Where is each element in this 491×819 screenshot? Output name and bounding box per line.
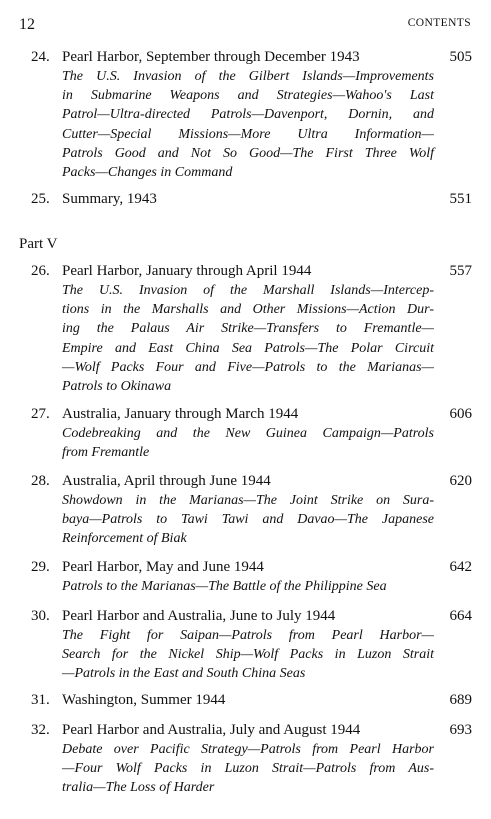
description-line: Patrol—Ultra-directed Patrols—Davenport, Dornin, and	[62, 107, 434, 123]
chapter-title: Washington, Summer 1944	[62, 692, 226, 708]
chapter-page-number: 664	[449, 608, 472, 624]
toc-entry	[31, 607, 472, 684]
chapter-description	[62, 491, 434, 549]
chapter-number: 30.	[31, 608, 50, 624]
description-line: Showdown in the Marianas—The Joint Strike on Sura-	[62, 493, 434, 508]
chapter-title: Pearl Harbor and Australia, July and August 1944	[62, 722, 361, 738]
description-line: Patrols Good and Not So Good—The First Three Wolf	[62, 145, 434, 161]
chapter-page-number: 606	[449, 406, 472, 422]
chapter-title: Pearl Harbor, September through December 1943	[62, 49, 360, 65]
toc-entry	[31, 48, 472, 182]
description-line: in Submarine Weapons and Strategies—Wahoo's Last	[62, 88, 434, 104]
chapter-number: 26.	[31, 263, 50, 279]
chapter-title: Summary, 1943	[62, 191, 157, 207]
description-line: Codebreaking and the New Guinea Campaign—Patrols	[62, 426, 434, 441]
chapter-number: 29.	[31, 559, 50, 575]
chapter-description	[62, 424, 434, 462]
description-line: Cutter—Special Missions—More Ultra Information—	[62, 126, 434, 142]
chapter-page-number: 620	[449, 473, 472, 489]
chapter-title: Pearl Harbor, January through April 1944	[62, 263, 312, 279]
toc-entry	[31, 558, 472, 596]
page-header	[19, 14, 471, 36]
toc-entry-heading	[31, 48, 472, 67]
page-number: 12	[19, 16, 35, 33]
toc-entry	[31, 721, 472, 798]
chapter-title: Pearl Harbor and Australia, June to July 1944	[62, 608, 336, 624]
toc-entry-heading	[31, 721, 472, 740]
chapter-number: 28.	[31, 473, 50, 489]
chapter-description	[62, 626, 434, 684]
description-line: —Wolf Packs Four and Five—Patrols to the Marianas—	[62, 359, 434, 375]
chapter-number: 24.	[31, 49, 50, 65]
toc-entry	[31, 691, 472, 710]
toc-entry-heading	[31, 190, 472, 209]
description-line: —Four Wolf Packs in Luzon Strait—Patrols from Aus-	[62, 761, 434, 777]
description-line: tions in the Marshalls and Other Missions—Action Dur-	[62, 302, 434, 318]
chapter-page-number: 642	[449, 559, 472, 575]
description-line: The U.S. Invasion of the Marshall Islands—Intercep-	[62, 283, 434, 298]
chapter-description	[62, 740, 434, 798]
description-line: Patrols to Okinawa	[62, 379, 172, 395]
toc-entry-heading	[31, 262, 472, 281]
description-line: Reinforcement of Biak	[62, 531, 187, 547]
chapter-number: 32.	[31, 722, 50, 738]
chapter-page-number: 551	[449, 191, 472, 207]
toc-entry	[31, 262, 472, 396]
chapter-title: Australia, January through March 1944	[62, 406, 299, 422]
description-line: Patrols to the Marianas—The Battle of the Philippine Sea	[62, 579, 387, 594]
toc-entry-heading	[31, 558, 472, 577]
chapter-description	[62, 577, 434, 596]
toc-entry-heading	[31, 405, 472, 424]
chapter-number: 27.	[31, 406, 50, 422]
chapter-number: 31.	[31, 692, 50, 708]
chapter-title: Pearl Harbor, May and June 1944	[62, 559, 264, 575]
toc-entry-heading	[31, 472, 472, 491]
description-line: from Fremantle	[62, 445, 150, 461]
description-line: Search for the Nickel Ship—Wolf Packs in Luzon Strait	[62, 647, 434, 663]
description-line: tralia—The Loss of Harder	[62, 780, 215, 796]
chapter-page-number: 505	[449, 49, 472, 65]
description-line: Empire and East China Sea Patrols—The Polar Circuit	[62, 340, 434, 356]
description-line: ing the Palaus Air Strike—Transfers to Fremantle—	[62, 321, 434, 337]
part-heading: Part V	[19, 236, 58, 252]
description-line: Debate over Pacific Strategy—Patrols from Pearl Harbor	[62, 742, 434, 757]
running-head: CONTENTS	[407, 17, 471, 29]
toc-entry	[31, 405, 472, 462]
description-line: baya—Patrols to Tawi Tawi and Davao—The Japanese	[62, 512, 434, 528]
toc-entry	[31, 190, 472, 209]
description-line: The U.S. Invasion of the Gilbert Islands—Improvements	[62, 69, 434, 84]
description-line: The Fight for Saipan—Patrols from Pearl Harbor—	[62, 628, 434, 643]
chapter-description	[62, 281, 434, 396]
toc-entry-heading	[31, 691, 472, 710]
chapter-page-number: 557	[449, 263, 472, 279]
toc-entry	[31, 472, 472, 549]
chapter-number: 25.	[31, 191, 50, 207]
description-line: —Patrols in the East and South China Seas	[62, 666, 306, 682]
chapter-page-number: 689	[449, 692, 472, 708]
chapter-title: Australia, April through June 1944	[62, 473, 271, 489]
chapter-description	[62, 67, 434, 182]
description-line: Packs—Changes in Command	[62, 165, 233, 181]
toc-entry-heading	[31, 607, 472, 626]
chapter-page-number: 693	[449, 722, 472, 738]
